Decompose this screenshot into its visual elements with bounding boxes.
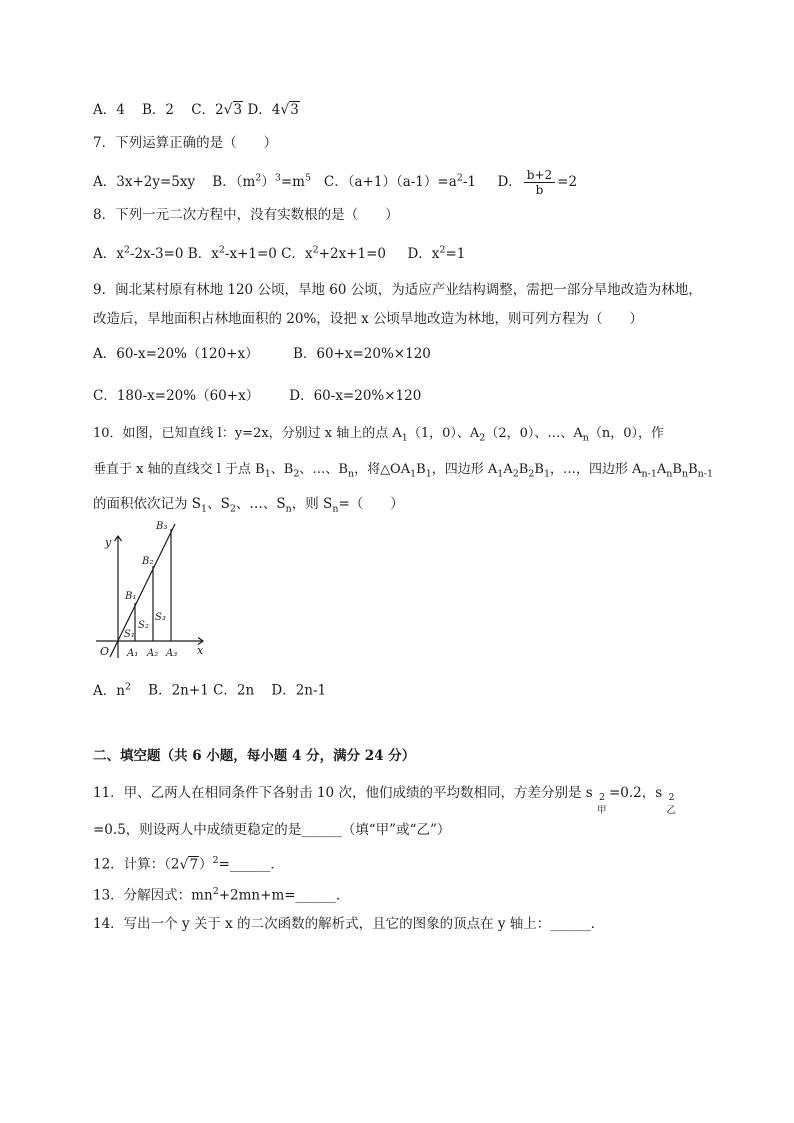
- q13: 13．分解因式：$mn^2+2mn+m=\_\_\_\_\_\_$．: [93, 886, 350, 904]
- line-l: [110, 524, 178, 659]
- q8-option-c: C．$x^2+2x+1=0$: [281, 244, 386, 262]
- q8-option-a: A．$x^2-2x-3=0$: [93, 244, 184, 262]
- q10-figure: [93, 520, 213, 662]
- origin-label: O: [100, 645, 110, 658]
- q6-options: [93, 100, 300, 120]
- q11-line2: =0.5，则设两人中成绩更稳定的是______（填“甲”或“乙”）: [93, 822, 451, 838]
- q10-option-b: B．2n+1: [148, 682, 209, 699]
- q10-option-a: A．$n^2$: [93, 681, 131, 699]
- y-axis-label: y: [105, 536, 112, 549]
- label-s1: S₁: [124, 629, 135, 640]
- label-s2: S₂: [138, 620, 149, 631]
- q9-option-b: B．60+x=20%×120: [292, 346, 431, 362]
- q9-option-d: D．60-x=20%×120: [289, 388, 422, 404]
- q6-option-a: A．4: [93, 102, 125, 118]
- q8-option-b: B．$x^2-x+1=0$: [187, 244, 277, 262]
- label-a3: A₃: [166, 648, 178, 659]
- label-b3: B₃: [156, 521, 168, 532]
- q10-stem-line3: 的面积依次记为 $S_1$、$S_2$、…、$S_n$，则 $S_n=$（ ）: [93, 496, 404, 515]
- q8-stem: 8．下列一元二次方程中，没有实数根的是（ ）: [93, 207, 399, 223]
- q10-option-d: D．2n-1: [271, 682, 327, 699]
- q9-options-cd: [93, 386, 421, 406]
- q7-options: [93, 168, 577, 197]
- sqrt-symbol: √7: [179, 856, 199, 873]
- x-axis-label: x: [197, 644, 204, 657]
- q8-option-d: D．$x^2=1$: [407, 244, 466, 262]
- q9-options-ab: [93, 344, 431, 364]
- label-s3: S₃: [155, 612, 166, 623]
- q10-stem-line2: 垂直于 x 轴的直线交 l 于点 $B_1$、$B_2$、…、$B_n$，将$\triangle OA_1B_1$，四边形 $A_1A_2B_2B_1$，…，四边形 $A_{n-1}A_nB_nB_{n-1}$: [93, 462, 714, 480]
- label-a2: A₂: [147, 648, 159, 659]
- label-b2: B₂: [142, 556, 154, 567]
- q11-line1: 11．甲、乙两人在相同条件下各射击 10 次，他们成绩的平均数相同，方差分别是 s 2 甲 =0.2，s 2 乙: [93, 785, 676, 816]
- q7-stem: 7．下列运算正确的是（ ）: [93, 135, 278, 151]
- q7-option-b: B．$(m^2)^3=m^5$: [212, 172, 312, 190]
- q9-stem-line2: 改造后，旱地面积占林地面积的 20%，设把 x 公顷旱地改造为林地，则可列方程为（ ）: [93, 311, 643, 327]
- label-b1: B₁: [125, 591, 137, 602]
- q6-option-d: D．4√3: [247, 102, 299, 118]
- sqrt-symbol: √3: [280, 102, 299, 118]
- q10-options: [93, 677, 326, 701]
- q12: 12．计算：$(2√7)^2=\_\_\_\_\_\_$．: [93, 855, 284, 873]
- q6-option-c: C．2√3: [191, 102, 243, 118]
- label-a1: A₁: [127, 648, 139, 659]
- q10-option-c: C．2n: [213, 682, 255, 699]
- q9-option-c: C．180-x=20%（60+x）: [93, 388, 260, 404]
- q10-stem-line1: 10．如图，已知直线 l：y=2x，分别过 x 轴上的点 $A_1(1$，0）、$A_2(2$，0）、…、$A_n(n$，0），作: [93, 426, 665, 444]
- q8-options: [93, 240, 465, 264]
- q14: 14．写出一个 y 关于 x 的二次函数的解析式，且它的图象的顶点在 y 轴上：______．: [93, 916, 605, 932]
- q9-option-a: A．60-x=20%（120+x）: [93, 346, 259, 362]
- q7-option-c: C．$(a+1)(a-1)=a^2-1$: [323, 172, 476, 190]
- q7-option-a: A．3x+2y=5xy: [93, 174, 196, 190]
- fraction: $\frac{b+2}{b}$: [524, 168, 555, 197]
- q9-stem-line1: 9．闽北某村原有林地 120 公顷，旱地 60 公顷，为适应产业结构调整，需把一部分旱地改造为林地，: [93, 282, 702, 298]
- q6-option-b: B．2: [142, 102, 175, 118]
- sqrt-symbol: √3: [223, 102, 243, 118]
- q7-option-d: D． $\frac{b+2}{b}$ =2: [497, 168, 578, 197]
- section-2-title: 二、填空题（共 6 小题，每小题 4 分，满分 24 分）: [93, 748, 416, 764]
